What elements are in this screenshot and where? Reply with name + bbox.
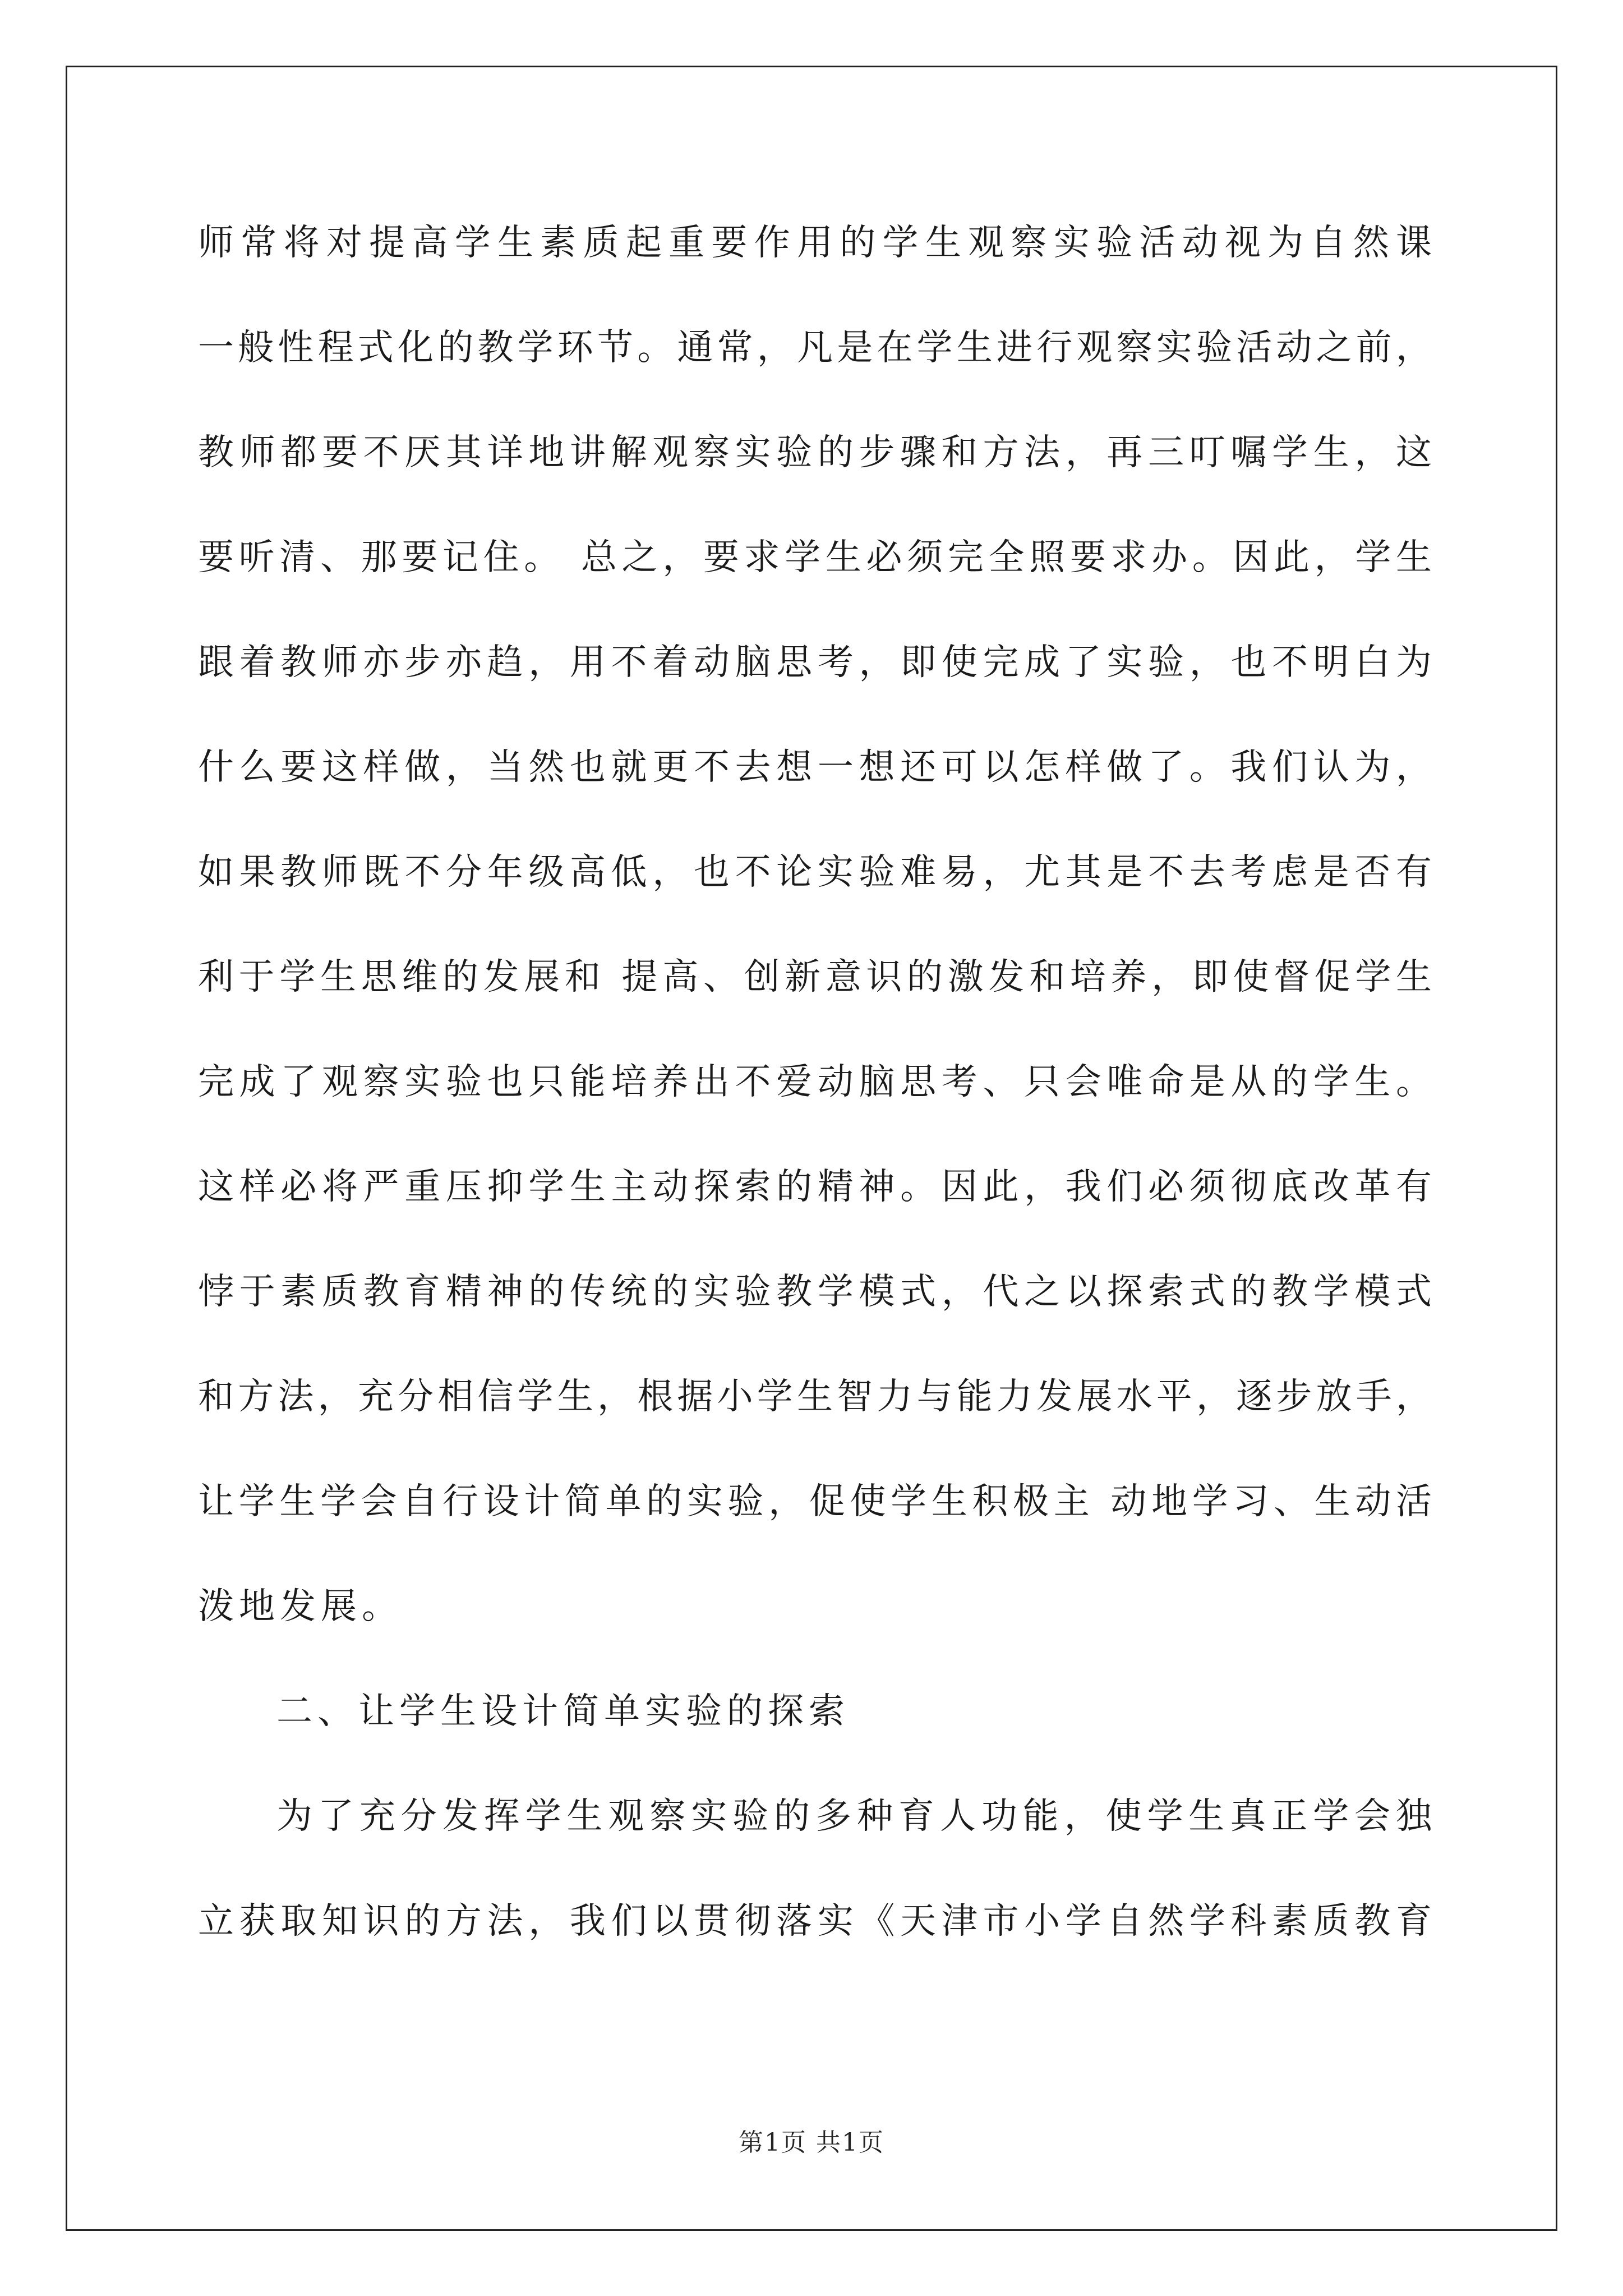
text-line: 如果教师既不分年级高低，也不论实验难易，尤其是不去考虑是否有 [198,852,1432,893]
text-line: 完成了观察实验也只能培养出不爱动脑思考、只会唯命是从的学生。 [198,1061,1432,1103]
text-line: 立获取知识的方法，我们以贯彻落实《天津市小学自然学科素质教育 [198,1901,1432,1942]
text-line: 师常将对提高学生素质起重要作用的学生观察实验活动视为自然课 [198,222,1432,264]
text-line: 泼地发展。 [198,1586,403,1627]
page-footer: 第1页 共1页 [739,2128,884,2157]
text-line: 要听清、那要记住。 总之，要求学生必须完全照要求办。因此，学生 [198,537,1432,578]
text-line: 让学生学会自行设计简单的实验，促使学生积极主 动地学习、生动活 [198,1481,1432,1522]
text-line: 利于学生思维的发展和 提高、创新意识的激发和培养，即使督促学生 [198,956,1432,998]
text-line: 和方法，充分相信学生，根据小学生智力与能力发展水平，逐步放手， [198,1376,1432,1418]
text-line: 为了充分发挥学生观察实验的多种育人功能，使学生真正学会独 [276,1796,1432,1837]
text-line: 什么要这样做，当然也就更不去想一想还可以怎样做了。我们认为， [198,747,1432,788]
text-line: 一般性程式化的教学环节。通常，凡是在学生进行观察实验活动之前， [198,327,1432,369]
text-line: 跟着教师亦步亦趋，用不着动脑思考，即使完成了实验，也不明白为 [198,642,1432,683]
section-heading: 二、让学生设计简单实验的探索 [276,1691,850,1732]
text-line: 这样必将严重压抑学生主动探索的精神。因此，我们必须彻底改革有 [198,1166,1432,1208]
document-body [198,206,1432,1990]
text-line: 教师都要不厌其详地讲解观察实验的步骤和方法，再三叮嘱学生，这 [198,432,1432,473]
text-line: 悖于素质教育精神的传统的实验教学模式，代之以探索式的教学模式 [198,1271,1432,1313]
